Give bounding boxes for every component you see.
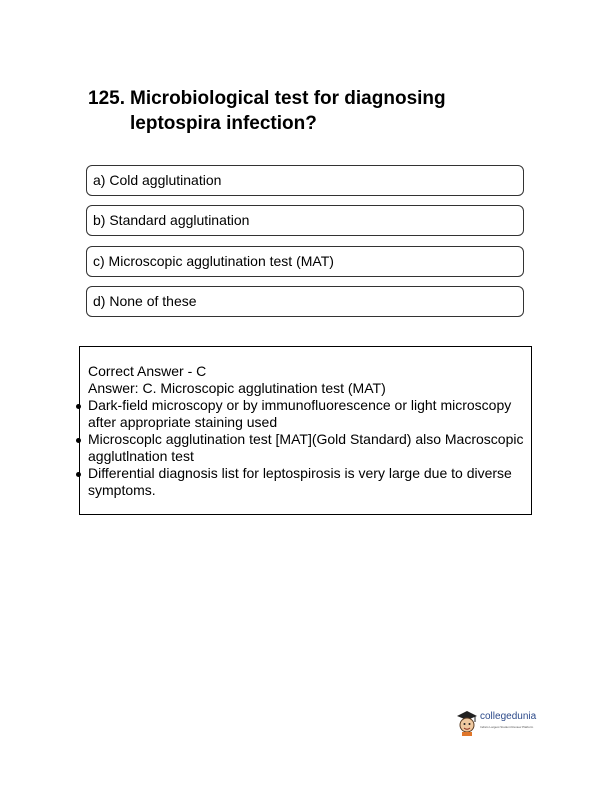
option-d[interactable]: d) None of these <box>86 286 524 317</box>
logo-tagline: India's Largest Student Review Platform <box>480 725 534 729</box>
list-item <box>88 397 525 431</box>
bullet-text: Dark-field microscopy or by immunofluorescence or light microscopy after appropriate staining used <box>88 397 512 430</box>
bullet-text: Microscoplc agglutination test [MAT](Gold Standard) also Macroscopic agglutlnation test <box>88 431 524 464</box>
question-number: 125. <box>88 88 125 109</box>
list-item <box>88 465 525 499</box>
answer-explanation: Answer: C. Microscopic agglutination test (MAT) <box>88 380 386 396</box>
answer-box <box>79 346 532 515</box>
bullet-icon <box>76 472 81 477</box>
question-block <box>88 86 528 136</box>
collegedunia-logo <box>456 708 556 738</box>
question-text: Microbiological test for diagnosing leptospira infection? <box>130 88 446 134</box>
correct-answer: Correct Answer - C <box>88 363 207 379</box>
option-c[interactable]: c) Microscopic agglutination test (MAT) <box>86 246 524 277</box>
option-b[interactable]: b) Standard agglutination <box>86 205 524 236</box>
list-item <box>88 431 525 465</box>
logo-name: collegedunia <box>480 711 537 722</box>
graduate-mascot-icon <box>456 710 478 736</box>
explanation-list <box>88 397 525 499</box>
bullet-text: Differential diagnosis list for leptospirosis is very large due to diverse symptoms. <box>88 465 512 498</box>
bullet-icon <box>76 404 81 409</box>
option-a[interactable]: a) Cold agglutination <box>86 165 524 196</box>
bullet-icon <box>76 438 81 443</box>
